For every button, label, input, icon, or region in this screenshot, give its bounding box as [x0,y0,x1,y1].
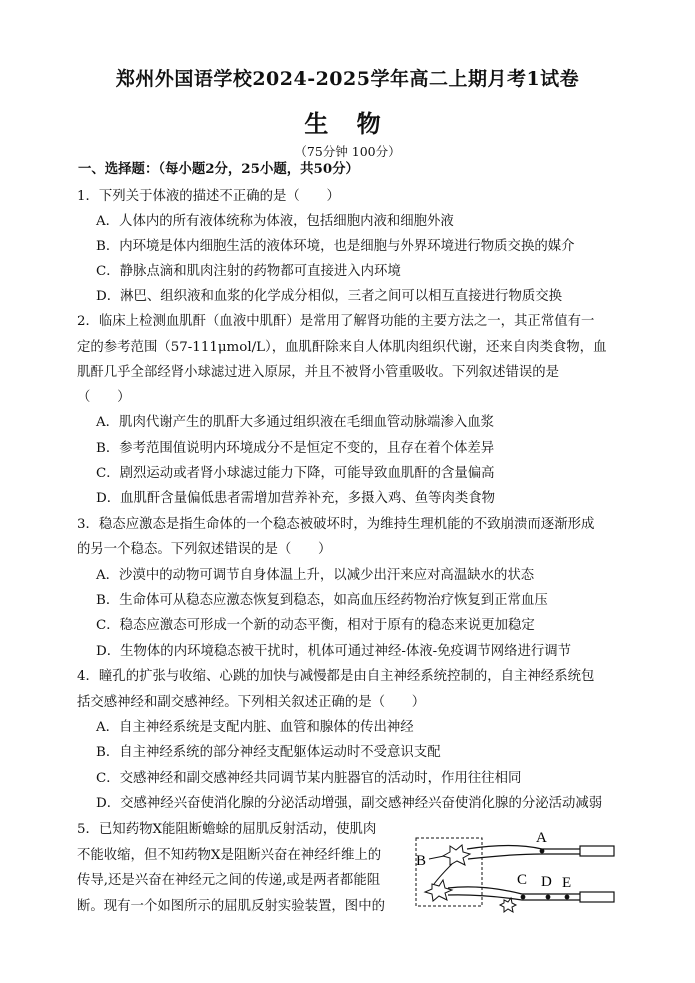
question-3-option-c: C．稳态应激态可形成一个新的动态平衡，相对于原有的稳态来说更加稳定 [96,618,535,633]
point-a-marker [540,849,545,854]
question-3-stem-line-2: 的另一个稳态。下列叙述错误的是（ ） [77,542,332,557]
exam-title: 郑州外国语学校2024-2025学年高二上期月考1试卷 [115,68,580,90]
question-1-option-d: D．淋巴、组织液和血浆的化学成分相似，三者之间可以相互直接进行物质交换 [96,289,563,304]
lower-effector [580,892,614,902]
upper-nerve-fiber-bottom [468,854,580,859]
label-d: D [541,874,552,890]
lower-nerve-fiber-top [448,887,580,894]
point-e-marker [565,895,570,900]
question-4-stem-line-2: 括交感神经和副交感神经。下列相关叙述正确的是（ ） [77,695,426,710]
question-2-option-b: B．参考范围值说明内环境成分不是恒定不变的，且存在着个体差异 [96,441,495,456]
section-heading: 一、选择题：（每小题2分，25小题，共50分） [78,161,359,177]
question-3-option-b: B．生命体可从稳态应激态恢复到稳态，如高血压经药物治疗恢复到正常血压 [96,593,548,608]
point-d-marker [546,895,551,900]
question-5-stem-line-2: 不能收缩，但不知药物X是阻断兴奋在神经纤维上的 [77,848,382,863]
question-3-stem-line-1: 3．稳态应激态是指生命体的一个稳态被破坏时，为维持生理机能的不致崩溃而逐渐形成 [77,517,595,532]
question-4-option-a: A．自主神经系统是支配内脏、血管和腺体的传出神经 [96,720,414,735]
question-1-option-a: A．人体内的所有液体统称为体液，包括细胞内液和细胞外液 [96,214,454,229]
label-a: A [536,832,547,846]
question-4-option-b: B．自主神经系统的部分神经支配躯体运动时不受意识支配 [96,745,441,760]
question-3-option-a: A．沙漠中的动物可调节自身体温上升，以减少出汗来应对高温缺水的状态 [96,568,535,583]
upper-effector [580,846,614,856]
question-5-stem-line-3: 传导,还是兴奋在神经元之间的传递,或是两者都能阻 [77,873,381,888]
question-2-stem-line-3: 肌酐几乎全部经肾小球滤过进入原尿，并且不被肾小管重吸收。下列叙述错误的是 [77,365,560,380]
ganglion-cell [500,898,516,912]
question-3-option-d: D．生物体的内环境稳态被干扰时，机体可通过神经-体液-免疫调节网络进行调节 [96,644,572,659]
label-b: B [416,853,427,869]
lower-neuron-soma [425,880,452,901]
question-1-option-b: B．内环境是体内细胞生活的液体环境，也是细胞与外界环境进行物质交换的媒介 [96,239,575,254]
subject-title: 生 物 [304,109,391,138]
question-2-stem-line-4: （ ） [77,390,131,405]
question-2-option-c: C．剧烈运动或者肾小球滤过能力下降，可能导致血肌酐的含量偏高 [96,466,495,481]
question-2-option-a: A．肌肉代谢产生的肌酐大多通过组织液在毛细血管动脉端渗入血浆 [96,415,494,430]
label-b-pointer [429,856,444,859]
question-5-stem-line-4: 断。现有一个如图所示的屈肌反射实验装置，图中的 [77,899,385,914]
question-1-option-c: C．静脉点滴和肌肉注射的药物都可直接进入内环境 [96,264,401,279]
label-e: E [562,875,572,891]
lower-nerve-fiber-bottom [448,895,580,900]
label-c: C [517,872,528,888]
upper-neuron-soma [443,845,470,865]
point-c-marker [521,895,526,900]
question-2-stem-line-1: 2．临床上检测血肌酐（血液中肌酐）是常用了解肾功能的主要方法之一，其正常值有一 [77,314,595,329]
question-2-option-d: D．血肌酐含量偏低患者需增加营养补充，多摄入鸡、鱼等肉类食物 [96,491,496,506]
reflex-arc-diagram [412,832,620,914]
question-4-stem-line-1: 4．瞳孔的扩张与收缩、心跳的加快与减慢都是由自主神经系统控制的，自主神经系统包 [77,669,595,684]
question-5-stem-line-1: 5．已知药物X能阻断蟾蜍的屈肌反射活动，使肌肉 [77,822,377,837]
question-1-stem: 1．下列关于体液的描述不正确的是（ ） [77,189,340,204]
exam-timing: （75分钟 100分） [294,144,401,159]
question-2-stem-line-2: 定的参考范围（57-111μmol/L），血肌酐除来自人体肌肉组织代谢，还来自肉类食物，血 [77,340,607,355]
question-4-option-c: C．交感神经和副交感神经共同调节某内脏器官的活动时，作用往往相同 [96,771,522,786]
question-4-option-d: D．交感神经兴奋使消化腺的分泌活动增强，副交感神经兴奋使消化腺的分泌活动减弱 [96,796,603,811]
upper-nerve-fiber-top [467,846,580,850]
